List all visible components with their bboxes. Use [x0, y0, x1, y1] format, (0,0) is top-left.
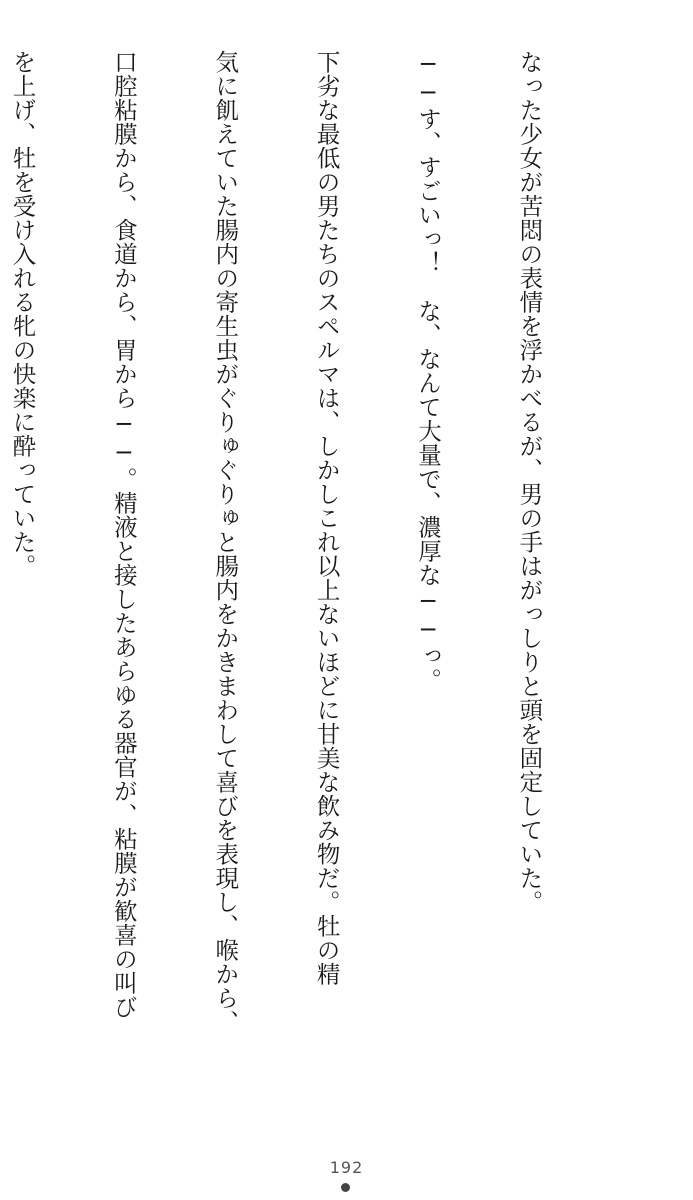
body-text — [0, 50, 613, 1034]
text-line: 下劣な最低の男たちのスペルマは、しかしこれ以上ないほどに甘美な飲み物だ。牡の精 — [312, 50, 341, 986]
text-line: 口腔粘膜から、食道から、胃から──。精液と接したあらゆる器官が、粘膜が歓喜の叫び — [109, 50, 138, 1019]
text-line: ──す、すごいっ！ な、なんて大量で、濃厚な──っ。 — [414, 50, 443, 692]
page-number: 192 — [329, 1158, 364, 1177]
text-line: 気に飢えていた腸内の寄生虫がぐりゅぐりゅと腸内をかきまわして喜びを表現し、喉から、 — [211, 50, 240, 1034]
page-marker-dot-icon — [341, 1183, 350, 1192]
text-line: なった少女が苦悶の表情を浮かべるが、男の手はがっしりと頭を固定していた。 — [515, 50, 544, 914]
text-line: を上げ、牡を受け入れる牝の快楽に酔っていた。 — [8, 50, 37, 578]
